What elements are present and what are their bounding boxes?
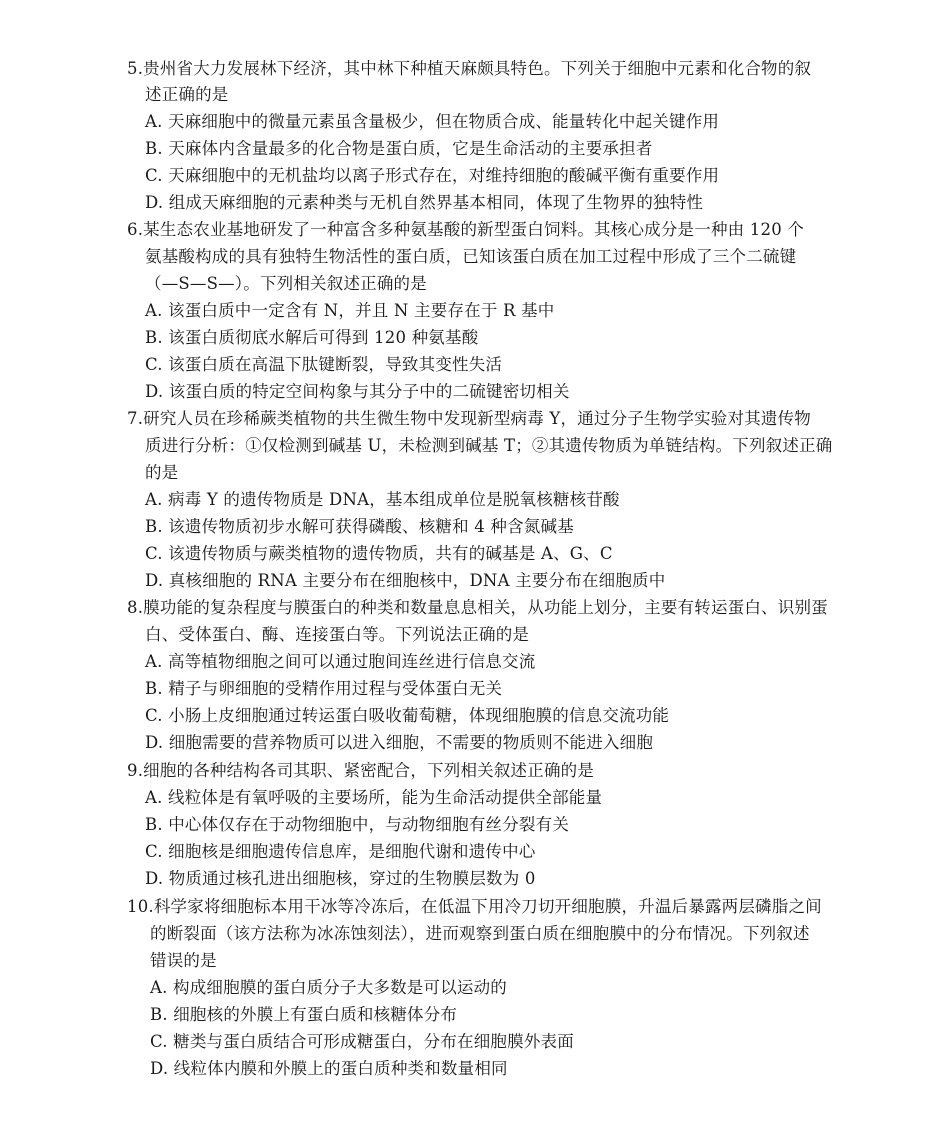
option-a: A. 构成细胞膜的蛋白质分子大多数是可以运动的 <box>150 978 508 997</box>
question-number: 9. <box>127 761 144 780</box>
option-d: D. 该蛋白质的特定空间构象与其分子中的二硫键密切相关 <box>145 382 570 401</box>
option-c: C. 糖类与蛋白质结合可形成糖蛋白，分布在细胞膜外表面 <box>150 1032 574 1051</box>
question-number: 6. <box>127 220 144 239</box>
question-stem-line: 述正确的是 <box>145 85 229 104</box>
option-b: B. 细胞核的外膜上有蛋白质和核糖体分布 <box>150 1005 458 1024</box>
stem-text: 研究人员在珍稀蕨类植物的共生微生物中发现新型病毒 Y，通过分子生物学实验对其遗传物 <box>143 409 811 428</box>
option-d: D. 细胞需要的营养物质可以进入细胞，不需要的物质则不能进入细胞 <box>145 733 654 752</box>
option-b: B. 天麻体内含量最多的化合物是蛋白质，它是生命活动的主要承担者 <box>145 139 653 158</box>
question-stem-line: 白、受体蛋白、酶、连接蛋白等。下列说法正确的是 <box>145 625 530 644</box>
option-c: C. 该蛋白质在高温下肽键断裂，导致其变性失活 <box>145 355 503 374</box>
stem-text: 膜功能的复杂程度与膜蛋白的种类和数量息息相关，从功能上划分，主要有转运蛋白、识别蛋 <box>143 598 828 617</box>
option-c: C. 天麻细胞中的无机盐均以离子形式存在，对维持细胞的酸碱平衡有重要作用 <box>145 166 720 185</box>
option-c: C. 该遗传物质与蕨类植物的遗传物质，共有的碱基是 A、G、C <box>145 544 613 563</box>
option-c: C. 小肠上皮细胞通过转运蛋白吸收葡萄糖，体现细胞膜的信息交流功能 <box>145 706 670 725</box>
option-a: A. 病毒 Y 的遗传物质是 DNA，基本组成单位是脱氧核糖核苷酸 <box>145 490 620 509</box>
question-stem-line <box>127 219 804 241</box>
question-stem-line: 的断裂面（该方法称为冰冻蚀刻法），进而观察到蛋白质在细胞膜中的分布情况。下列叙述 <box>150 924 810 943</box>
option-b: B. 该遗传物质初步水解可获得磷酸、核糖和 4 种含氮碱基 <box>145 517 574 536</box>
option-c: C. 细胞核是细胞遗传信息库，是细胞代谢和遗传中心 <box>145 842 536 861</box>
option-d: D. 真核细胞的 RNA 主要分布在细胞核中，DNA 主要分布在细胞质中 <box>145 571 666 590</box>
question-stem-line: 错误的是 <box>150 951 217 970</box>
option-d: D. 组成天麻细胞的元素种类与无机自然界基本相同，体现了生物界的独特性 <box>145 193 704 212</box>
option-d: D. 物质通过核孔进出细胞核，穿过的生物膜层数为 0 <box>145 869 536 888</box>
option-b: B. 该蛋白质彻底水解后可得到 120 种氨基酸 <box>145 328 479 347</box>
question-stem-line: 的是 <box>145 463 179 482</box>
question-stem-line <box>127 408 811 430</box>
question-stem-line: 氨基酸构成的具有独特生物活性的蛋白质，已知该蛋白质在加工过程中形成了三个二硫键 <box>145 247 797 266</box>
question-stem-line <box>127 760 594 782</box>
question-number: 5. <box>127 59 144 78</box>
option-b: B. 中心体仅存在于动物细胞中，与动物细胞有丝分裂有关 <box>145 815 570 834</box>
option-a: A. 天麻细胞中的微量元素虽含量极少，但在物质合成、能量转化中起关键作用 <box>145 112 720 131</box>
option-b: B. 精子与卵细胞的受精作用过程与受体蛋白无关 <box>145 679 503 698</box>
question-number: 8. <box>127 598 144 617</box>
question-stem-line: 质进行分析：①仅检测到碱基 U，未检测到碱基 T；②其遗传物质为单链结构。下列叙述正确 <box>145 436 833 455</box>
question-number: 7. <box>127 409 144 428</box>
option-d: D. 线粒体内膜和外膜上的蛋白质种类和数量相同 <box>150 1059 508 1078</box>
stem-text: 科学家将细胞标本用干冰等冷冻后，在低温下用冷刀切开细胞膜，升温后暴露两层磷脂之间 <box>153 897 822 916</box>
question-stem-line <box>127 58 811 80</box>
stem-text: 某生态农业基地研发了一种富含多种氨基酸的新型蛋白饲料。其核心成分是一种由 120 个 <box>143 220 805 239</box>
option-a: A. 高等植物细胞之间可以通过胞间连丝进行信息交流 <box>145 652 536 671</box>
question-stem-line: （—S—S—）。下列相关叙述正确的是 <box>145 274 427 293</box>
stem-text: 贵州省大力发展林下经济，其中林下种植天麻颇具特色。下列关于细胞中元素和化合物的叙 <box>143 59 812 78</box>
question-stem-line <box>127 896 822 918</box>
question-number: 10. <box>127 897 154 916</box>
option-a: A. 该蛋白质中一定含有 N，并且 N 主要存在于 R 基中 <box>145 301 555 320</box>
stem-text: 细胞的各种结构各司其职、紧密配合，下列相关叙述正确的是 <box>143 761 595 780</box>
option-a: A. 线粒体是有氧呼吸的主要场所，能为生命活动提供全部能量 <box>145 788 603 807</box>
question-stem-line <box>127 597 828 619</box>
